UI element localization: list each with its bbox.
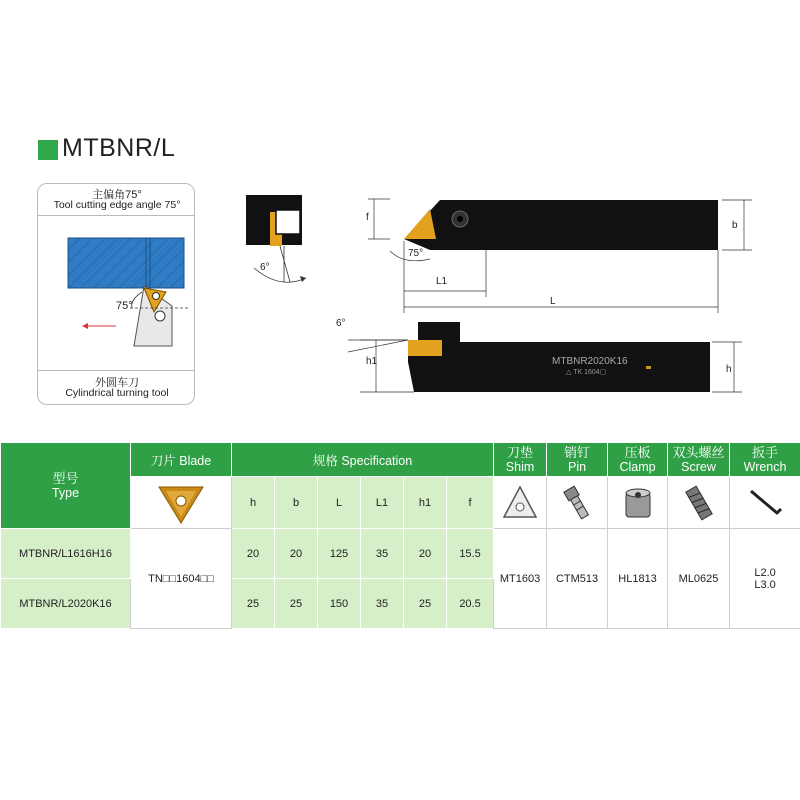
- screw-header-en: Screw: [681, 459, 716, 474]
- col-h1-header: h1: [404, 477, 447, 529]
- shim-header: [494, 443, 547, 477]
- shim-header-en: Shim: [505, 459, 535, 474]
- turning-illustration: [38, 216, 195, 370]
- spec-header: [232, 443, 494, 477]
- screw-header-cn: 双头螺丝: [672, 444, 725, 460]
- type-header-cn: 型号: [52, 470, 79, 486]
- shank-side: [460, 342, 710, 392]
- cell-h1-1: 20: [404, 529, 447, 579]
- angle-heading-cn: 主偏角75°: [92, 189, 142, 201]
- pin-header-cn: 销钉: [564, 444, 591, 460]
- cell-b-1: 20: [275, 529, 318, 579]
- type-cell-2: MTBNR/L2020K16: [1, 579, 131, 629]
- dim-h1-label: h1: [366, 356, 378, 367]
- cell-h-1: 20: [232, 529, 275, 579]
- shank-top: [440, 200, 718, 250]
- wrench-header-cn: 扳手: [752, 444, 779, 460]
- blade-image-cell: [131, 477, 232, 529]
- wrench-code-cell: [730, 529, 800, 629]
- col-L-header: L: [318, 477, 361, 529]
- col-f-header: f: [447, 477, 494, 529]
- title-marker: [38, 140, 58, 160]
- cell-L-2: 150: [318, 579, 361, 629]
- triangle-insert-icon: [155, 481, 207, 525]
- specification-table: [0, 442, 800, 629]
- dim-f-label: f: [366, 212, 369, 223]
- dim-L1-label: L1: [436, 276, 448, 287]
- cell-L1-1: 35: [361, 529, 404, 579]
- screw-header: [668, 443, 730, 477]
- cell-f-2: 20.5: [447, 579, 494, 629]
- cell-h1-2: 25: [404, 579, 447, 629]
- angle-value: 75°: [116, 300, 133, 312]
- pin-image-cell: [547, 477, 608, 529]
- clamp-header-cn: 压板: [624, 444, 651, 460]
- clamp-header: [608, 443, 668, 477]
- screw-icon: [679, 483, 719, 523]
- top-angle-label: 75°: [408, 248, 424, 259]
- type-header-en: Type: [51, 485, 80, 500]
- tool-marking: MTBNR2020K16: [552, 356, 628, 367]
- wrench-header: [730, 443, 800, 477]
- col-L1-header: L1: [361, 477, 404, 529]
- shim-header-cn: 刀垫: [507, 444, 534, 460]
- dim-b-label: b: [732, 220, 738, 231]
- cell-f-1: 15.5: [447, 529, 494, 579]
- clamp-header-en: Clamp: [619, 459, 656, 474]
- pin-header-en: Pin: [568, 459, 587, 474]
- shim-image-cell: [494, 477, 547, 529]
- col-b-header: b: [275, 477, 318, 529]
- insert-side: [408, 340, 442, 356]
- divider: [38, 370, 194, 371]
- turning-tool-cn: 外圆车刀: [95, 377, 139, 389]
- wrench-size-2: L3.0: [754, 578, 776, 591]
- cell-b-2: 25: [275, 579, 318, 629]
- spec-header-label: 规格 Specification: [312, 453, 413, 468]
- pin-icon: [557, 483, 597, 523]
- side-angle-label: 6°: [336, 318, 346, 329]
- wrench-header-en: Wrench: [743, 459, 787, 474]
- cell-L1-2: 35: [361, 579, 404, 629]
- clamp-image-cell: [608, 477, 668, 529]
- clamp-icon: [618, 483, 658, 523]
- blade-header: [131, 443, 232, 477]
- pin-code-cell: CTM513: [547, 529, 608, 629]
- end-view-angle: 6°: [260, 262, 270, 273]
- type-header: [1, 443, 131, 529]
- clamp-code-cell: HL1813: [608, 529, 668, 629]
- cell-L-1: 125: [318, 529, 361, 579]
- screw-image-cell: [668, 477, 730, 529]
- dim-h-label: h: [726, 364, 732, 375]
- type-cell-1: MTBNR/L1616H16: [1, 529, 131, 579]
- hex-key-icon: [743, 483, 787, 523]
- pin-header: [547, 443, 608, 477]
- dim-L-label: L: [550, 296, 556, 307]
- screw-code-cell: ML0625: [668, 529, 730, 629]
- page-title: MTBNR/L: [62, 134, 176, 162]
- shim-code-cell: MT1603: [494, 529, 547, 629]
- blade-header-label: 刀片 Blade: [150, 453, 212, 468]
- cell-h-2: 25: [232, 579, 275, 629]
- turning-tool-en: Cylindrical turning tool: [65, 387, 169, 399]
- shim-icon: [500, 483, 540, 523]
- workpiece-shape: [68, 238, 184, 288]
- blade-code-cell: TN□□1604□□: [131, 529, 232, 629]
- side-view-drawing: [330, 312, 750, 402]
- wrench-image-cell: [730, 477, 800, 529]
- cutting-angle-panel: [37, 183, 195, 405]
- wrench-size-1: L2.0: [754, 566, 776, 579]
- tool-marking-small: △ TK 1604▢: [566, 369, 607, 376]
- end-view-drawing: [240, 190, 330, 300]
- col-h-header: h: [232, 477, 275, 529]
- angle-heading-en: Tool cutting edge angle 75°: [53, 199, 181, 211]
